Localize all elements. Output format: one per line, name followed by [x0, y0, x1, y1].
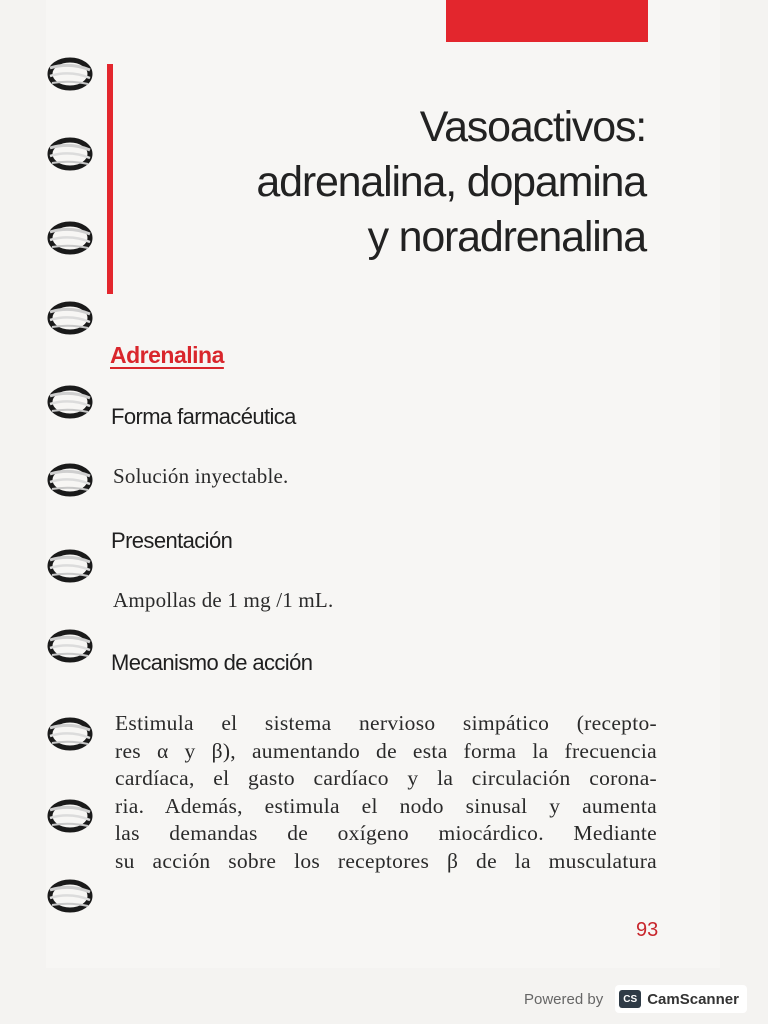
paragraph-line: res α y β), aumentando de esta forma la frecuencia: [115, 738, 657, 763]
spiral-ring-icon: [44, 628, 94, 664]
forma-heading: Forma farmacéutica: [111, 404, 296, 429]
paragraph-line: cardíaca, el gasto cardíaco y la circulación corona-: [115, 766, 657, 790]
page-number: 93: [636, 919, 659, 941]
spiral-ring-icon: [44, 548, 94, 584]
paragraph-line: Estimula el sistema nervioso simpático (recepto-: [115, 711, 657, 735]
presentacion-heading: Presentación: [111, 528, 233, 553]
mecanismo-paragraph: [115, 710, 657, 875]
camscanner-brand: CamScanner: [647, 990, 739, 1008]
spiral-ring-icon: [44, 220, 94, 256]
spiral-ring-icon: [44, 384, 94, 420]
spiral-ring-icon: [44, 56, 94, 92]
title-line-1: Vasoactivos:: [419, 103, 646, 151]
paragraph-line: ria. Además, estimula el nodo sinusal y aumenta: [115, 793, 657, 818]
powered-by-label: Powered by: [524, 990, 604, 1008]
camscanner-logo-icon: CS: [619, 990, 641, 1008]
title-accent-bar: [107, 64, 113, 294]
chapter-tab: [446, 0, 648, 42]
paragraph-line: las demandas de oxígeno miocárdico. Mediante: [115, 821, 657, 845]
spiral-ring-icon: [44, 462, 94, 498]
title-line-3: y noradrenalina: [367, 213, 646, 261]
camscanner-badge: [615, 985, 747, 1013]
spiral-ring-icon: [44, 136, 94, 172]
spiral-ring-icon: [44, 878, 94, 914]
scanner-footer: [524, 984, 747, 1014]
paragraph-line: su acción sobre los receptores β de la musculatura: [115, 848, 657, 873]
section-heading: Adrenalina: [110, 342, 224, 368]
spiral-ring-icon: [44, 300, 94, 336]
spiral-ring-icon: [44, 798, 94, 834]
mecanismo-heading: Mecanismo de acción: [111, 650, 313, 675]
page-title: [126, 100, 646, 265]
forma-text: Solución inyectable.: [113, 464, 289, 488]
title-line-2: adrenalina, dopamina: [256, 158, 646, 206]
spiral-ring-icon: [44, 716, 94, 752]
presentacion-text: Ampollas de 1 mg /1 mL.: [113, 588, 334, 612]
